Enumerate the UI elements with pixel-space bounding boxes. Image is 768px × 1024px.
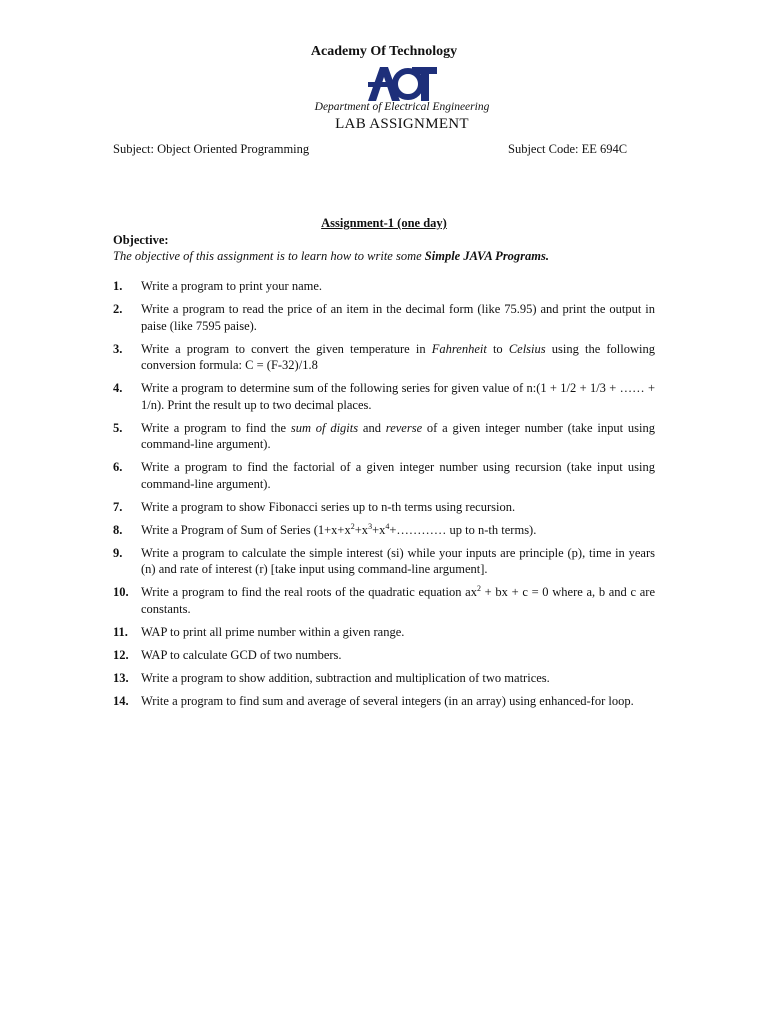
question-item [113, 341, 655, 374]
question-number: 14. [113, 693, 129, 708]
question-number: 1. [113, 279, 123, 293]
document-title: LAB ASSIGNMENT [335, 116, 469, 132]
question-number: 2. [113, 302, 123, 316]
question-text: Write a program to show addition, subtraction and multiplication of two matrices. [141, 670, 550, 685]
question-item [113, 624, 655, 641]
question-text: Write a Program of Sum of Series ($1+x+x^2+x^3+x^4+\dots\dots\dots\dots$ up to n-th terms). [141, 521, 537, 537]
question-number: 6. [113, 460, 123, 474]
question-item [113, 380, 655, 413]
question-item [113, 499, 655, 516]
question-item [113, 278, 655, 295]
question-number: 7. [113, 499, 123, 514]
objective-heading: Objective: [113, 233, 169, 247]
question-text: Write a program to find the sum of digits and reverse of a given integer number (take input using command-line argument). [141, 420, 655, 451]
question-number: 11. [113, 624, 128, 639]
question-text: Write a program to show Fibonacci series up to n-th terms using recursion. [141, 499, 516, 514]
question-item [113, 584, 655, 617]
institute-name: Academy Of Technology [310, 44, 458, 59]
aot-logo [366, 66, 438, 102]
objective-emphasis: Simple JAVA Programs. [424, 249, 550, 263]
question-item [113, 545, 655, 578]
question-text: Write a program to read the price of an item in the decimal form (like 75.95) and print the output in paise (like 7595 paise). [141, 302, 655, 333]
question-number: 10. [113, 585, 129, 599]
question-item [113, 420, 655, 453]
question-number: 12. [113, 647, 129, 662]
subject-code: Subject Code: EE 694C [508, 142, 628, 156]
question-item [113, 647, 655, 664]
question-number: 4. [113, 381, 123, 395]
question-number: 9. [113, 545, 123, 560]
question-number: 5. [113, 420, 123, 435]
question-number: 3. [113, 341, 123, 356]
question-text: Write a program to determine sum of the following series for given value of n:(1 + 1/2 + 1/3 + …… + 1/n). Print the result up to two decimal places. [141, 381, 655, 412]
question-list [113, 278, 655, 716]
question-item [113, 693, 655, 710]
question-text: Write a program to calculate the simple interest (si) while your inputs are principle (p), time in years (n) and rate of interest (r) [take input using command-line argument]. [141, 545, 655, 576]
question-text: Write a program to find the real roots of the quadratic equation $ax^2$ + bx + c = 0 where a, b and c are constants. [141, 584, 655, 616]
question-text: WAP to print all prime number within a given range. [141, 624, 405, 639]
question-item [113, 301, 655, 334]
question-number: 8. [113, 522, 123, 537]
objective-text: The objective of this assignment is to learn how to write some Simple JAVA Programs. [113, 249, 550, 263]
subject-label: Subject: Object Oriented Programming [113, 142, 310, 156]
question-text: Write a program to find sum and average of several integers (in an array) using enhanced-for loop. [141, 693, 634, 708]
department-name: Department of Electrical Engineering [314, 101, 490, 113]
question-text: WAP to calculate GCD of two numbers. [141, 647, 342, 662]
question-text: Write a program to print your name. [141, 279, 323, 293]
question-text: Write a program to convert the given temperature in Fahrenheit to Celsius using the following conversion formula: C = (F-32)/1.8 [141, 341, 655, 372]
assignment-title: Assignment-1 (one day) [321, 216, 447, 230]
question-item [113, 459, 655, 492]
question-text: Write a program to find the factorial of a given integer number using recursion (take input using command-line argument). [141, 460, 655, 491]
question-item [113, 522, 655, 539]
question-number: 13. [113, 670, 129, 685]
question-item [113, 670, 655, 687]
